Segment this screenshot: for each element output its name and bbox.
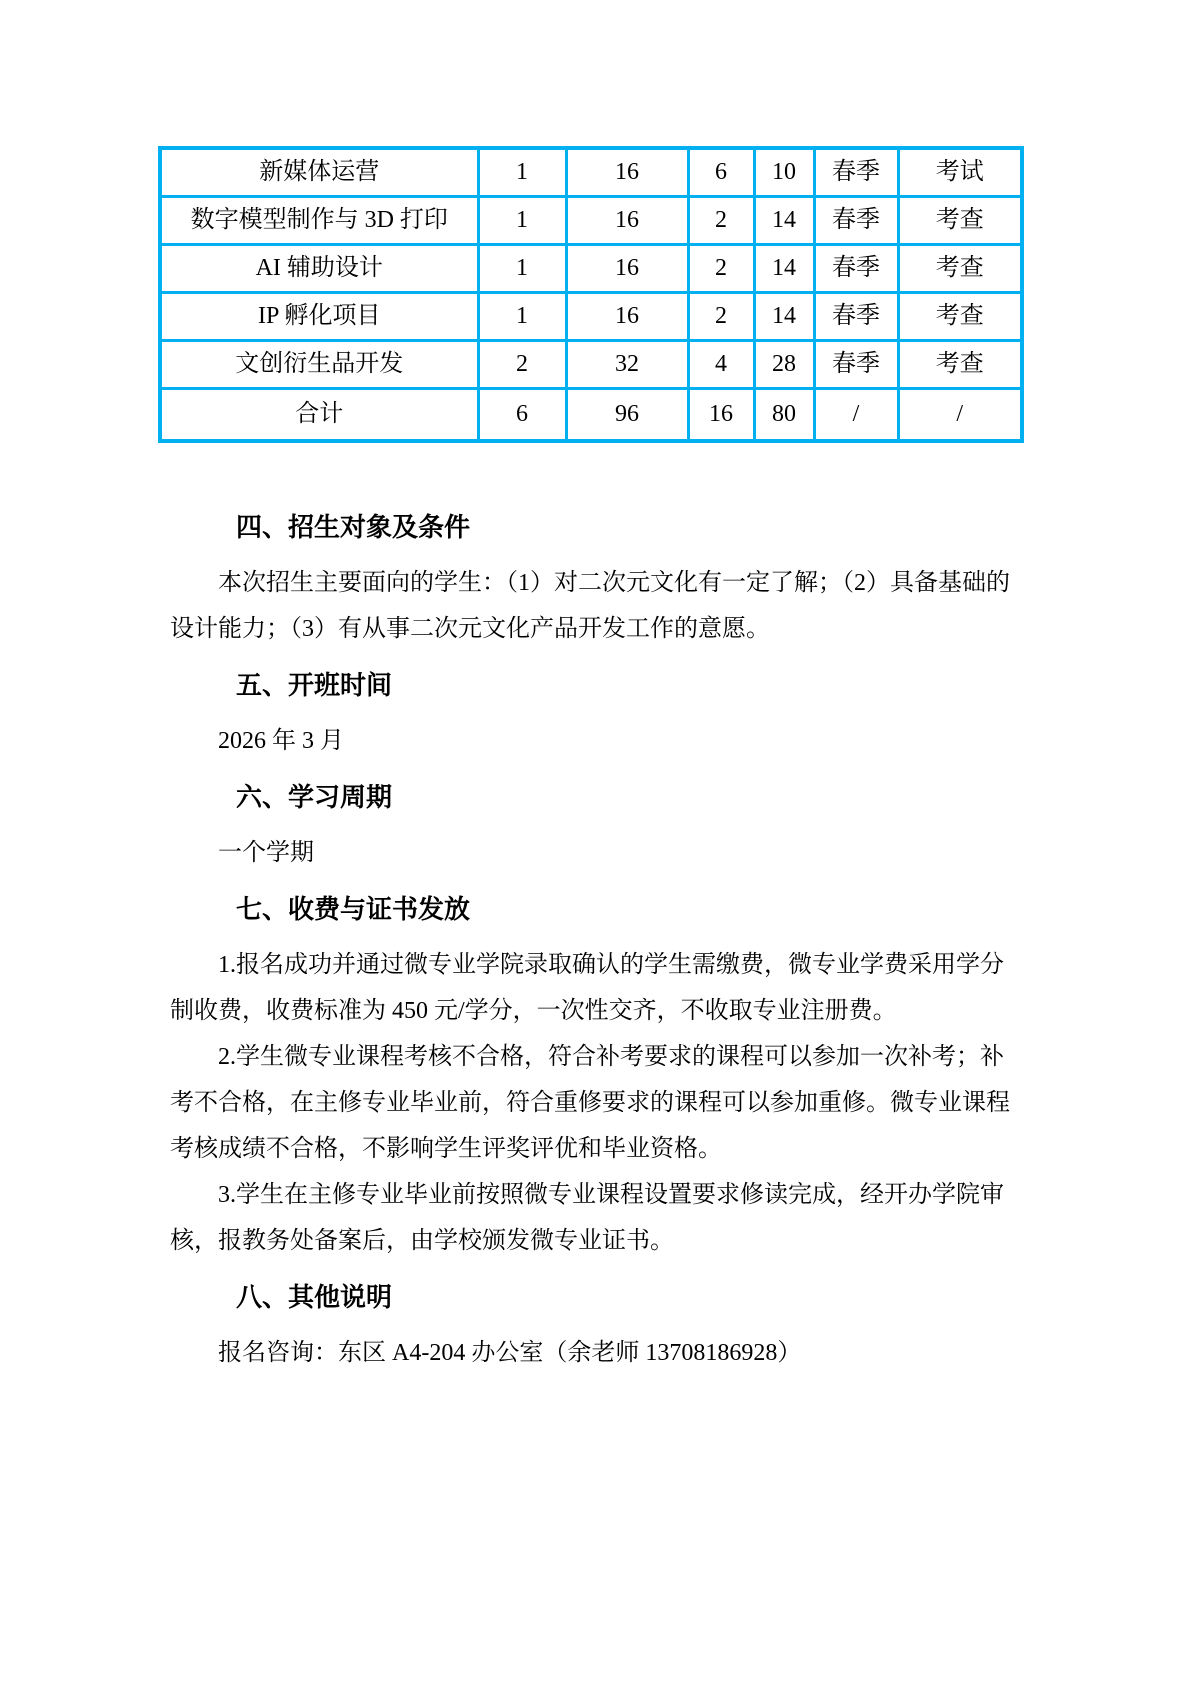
paragraph-line: 设计能力；（3）有从事二次元文化产品开发工作的意愿。 — [170, 616, 770, 642]
cell-term: 春季 — [814, 293, 898, 341]
cell-total-hours: 16 — [566, 148, 688, 197]
paragraph-line: 考核成绩不合格，不影响学生评奖评优和毕业资格。 — [170, 1136, 722, 1162]
table-row — [160, 293, 1022, 341]
cell-hours-b: 28 — [754, 341, 814, 389]
cell-term: / — [814, 389, 898, 442]
cell-hours-b: 14 — [754, 245, 814, 293]
cell-credits: 1 — [478, 197, 566, 245]
cell-term: 春季 — [814, 148, 898, 197]
cell-assessment: 考查 — [898, 293, 1022, 341]
cell-credits: 1 — [478, 148, 566, 197]
section-heading-start-time: 五、开班时间 — [236, 670, 393, 700]
cell-hours-b: 14 — [754, 293, 814, 341]
document-body — [170, 447, 1038, 1376]
cell-assessment: / — [898, 389, 1022, 442]
section-heading-other-notes: 八、其他说明 — [236, 1282, 393, 1312]
table-row — [160, 341, 1022, 389]
section-heading-enrollment-targets: 四、招生对象及条件 — [236, 512, 471, 542]
cell-credits: 6 — [478, 389, 566, 442]
cell-assessment: 考查 — [898, 245, 1022, 293]
cell-hours-a: 2 — [688, 197, 754, 245]
paragraph-line: 报名咨询：东区 A4-204 办公室（余老师 13708186928） — [218, 1340, 802, 1366]
cell-hours-b: 10 — [754, 148, 814, 197]
cell-hours-a: 4 — [688, 341, 754, 389]
cell-term: 春季 — [814, 197, 898, 245]
cell-course-name: 数字模型制作与 3D 打印 — [160, 197, 478, 245]
table-row — [160, 148, 1022, 197]
paragraph-line: 2026 年 3 月 — [218, 728, 344, 754]
cell-total-hours: 32 — [566, 341, 688, 389]
paragraph-line: 核，报教务处备案后，由学校颁发微专业证书。 — [170, 1228, 674, 1254]
cell-total-hours: 16 — [566, 245, 688, 293]
paragraph-line: 2.学生微专业课程考核不合格，符合补考要求的课程可以参加一次补考；补 — [218, 1044, 1004, 1070]
cell-course-name: AI 辅助设计 — [160, 245, 478, 293]
paragraph-line: 考不合格，在主修专业毕业前，符合重修要求的课程可以参加重修。微专业课程 — [170, 1090, 1010, 1116]
cell-credits: 1 — [478, 293, 566, 341]
paragraph-line: 本次招生主要面向的学生：（1）对二次元文化有一定了解；（2）具备基础的 — [218, 570, 1010, 596]
cell-course-name: 文创衍生品开发 — [160, 341, 478, 389]
course-plan-table — [158, 146, 1024, 443]
cell-term: 春季 — [814, 341, 898, 389]
cell-term: 春季 — [814, 245, 898, 293]
cell-hours-a: 2 — [688, 245, 754, 293]
cell-hours-b: 14 — [754, 197, 814, 245]
cell-assessment: 考查 — [898, 197, 1022, 245]
cell-assessment: 考试 — [898, 148, 1022, 197]
cell-course-name: 新媒体运营 — [160, 148, 478, 197]
cell-total-label: 合计 — [160, 389, 478, 442]
cell-hours-a: 6 — [688, 148, 754, 197]
cell-credits: 2 — [478, 341, 566, 389]
table-row-total — [160, 389, 1022, 442]
paragraph-line: 1.报名成功并通过微专业学院录取确认的学生需缴费，微专业学费采用学分 — [218, 952, 1004, 978]
paragraph-line: 3.学生在主修专业毕业前按照微专业课程设置要求修读完成，经开办学院审 — [218, 1182, 1004, 1208]
cell-total-hours: 16 — [566, 197, 688, 245]
cell-hours-a: 2 — [688, 293, 754, 341]
paragraph-line: 制收费，收费标准为 450 元/学分，一次性交齐，不收取专业注册费。 — [170, 998, 897, 1024]
paragraph-line: 一个学期 — [218, 840, 314, 866]
cell-course-name: IP 孵化项目 — [160, 293, 478, 341]
table-row — [160, 197, 1022, 245]
cell-hours-a: 16 — [688, 389, 754, 442]
cell-credits: 1 — [478, 245, 566, 293]
cell-assessment: 考查 — [898, 341, 1022, 389]
cell-total-hours: 16 — [566, 293, 688, 341]
cell-total-hours: 96 — [566, 389, 688, 442]
cell-hours-b: 80 — [754, 389, 814, 442]
section-heading-fees-certificate: 七、收费与证书发放 — [236, 894, 471, 924]
table-row — [160, 245, 1022, 293]
section-heading-study-period: 六、学习周期 — [236, 782, 393, 812]
